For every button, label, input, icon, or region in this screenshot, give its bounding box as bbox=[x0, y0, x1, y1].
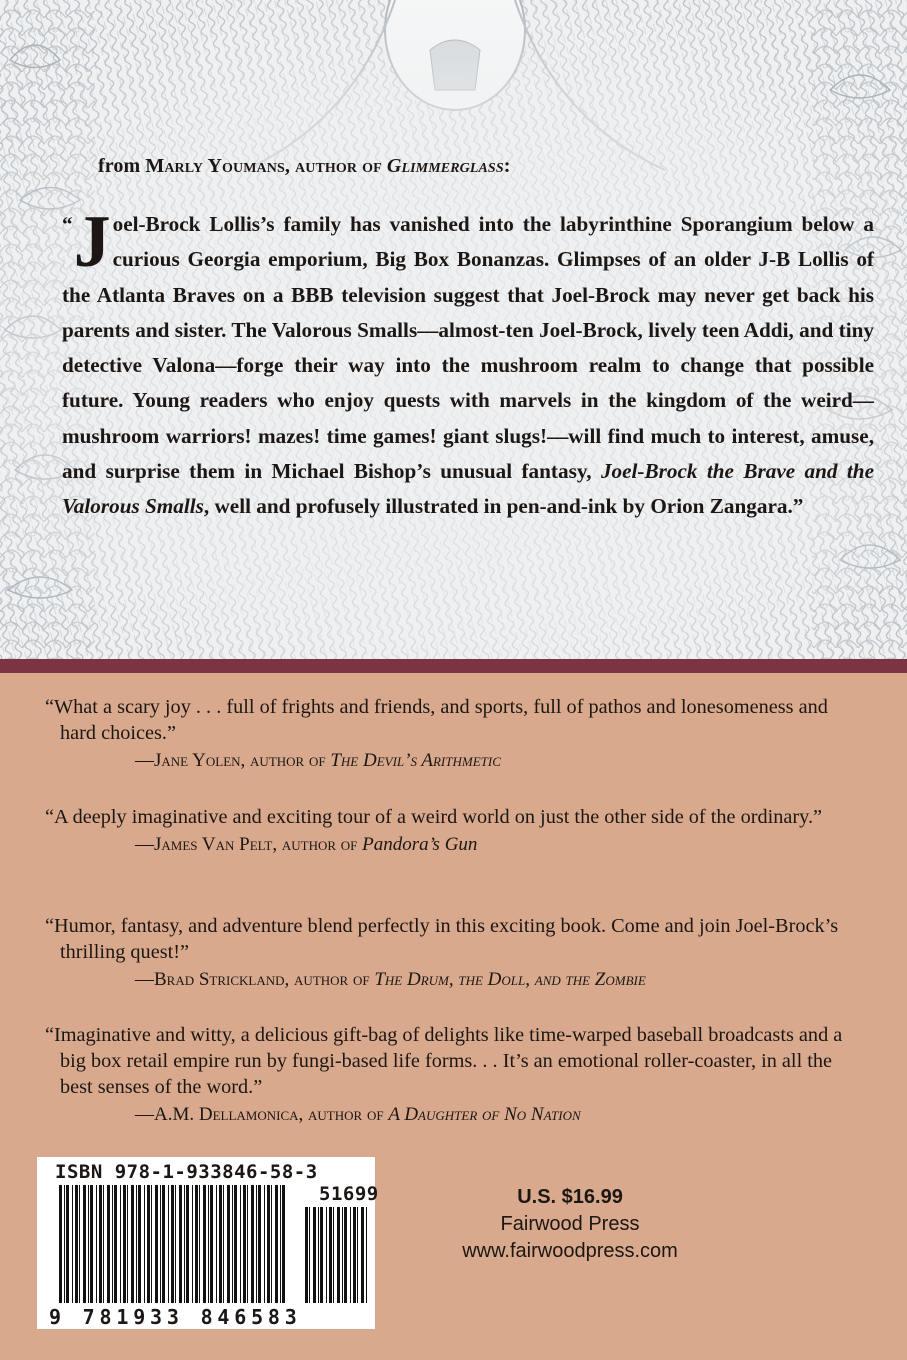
barcode-bar bbox=[66, 1185, 69, 1303]
blurb-text: oel-Brock Lollis’s family has vanished into the labyrinthine Sporangium below a curious Georgia emporium, Big Box Bonanzas. Glimpses of an older J-B Lollis of the Atlanta Braves on a BBB television suggest that Joel-Brock may never get back his parents and sister. The Valorous Smalls—almost-ten Joel-Brock, lively teen Addi, and tiny detective Valona—forge their way into the mushroom realm to change that possible future. Young readers who enjoy quests with marvels in the kingdom of the weird—mushroom warriors! mazes! time games! giant slugs!—will find much to interest, amuse, and surprise them in Michael Bishop’s unusual fantasy, bbox=[62, 212, 874, 484]
barcode-bar bbox=[247, 1185, 248, 1303]
barcode-bar bbox=[219, 1185, 222, 1303]
barcode-bar bbox=[329, 1207, 332, 1303]
barcode-bar bbox=[320, 1207, 323, 1303]
barcode-bar bbox=[227, 1185, 230, 1303]
barcode-bar bbox=[318, 1207, 319, 1303]
barcode-bar bbox=[179, 1185, 182, 1303]
isbn-barcode bbox=[37, 1157, 379, 1329]
barcode-bar bbox=[256, 1185, 257, 1303]
barcode-bar bbox=[127, 1185, 128, 1303]
price: U.S. $16.99 bbox=[517, 1186, 623, 1208]
barcode-bar bbox=[96, 1185, 97, 1303]
barcode-bar bbox=[103, 1185, 104, 1303]
blurb-open-quote: “ bbox=[62, 212, 73, 236]
main-blurb bbox=[62, 201, 874, 525]
quote-work-title: The Devil’s Arithmetic bbox=[330, 750, 501, 771]
from-label: from bbox=[98, 155, 146, 177]
blurb-author-name: Marly Youmans bbox=[145, 155, 285, 177]
barcode-bar bbox=[59, 1185, 62, 1303]
barcode-bar bbox=[203, 1185, 206, 1303]
barcode-bar bbox=[136, 1185, 137, 1303]
publisher-name: Fairwood Press bbox=[500, 1213, 640, 1235]
publisher-website: www.fairwoodpress.com bbox=[462, 1240, 678, 1262]
price-code: 51699 bbox=[319, 1183, 379, 1205]
quote-attribution bbox=[40, 967, 860, 993]
quote-attribution bbox=[40, 832, 860, 858]
barcode-bar bbox=[195, 1185, 198, 1303]
author-of-label: , author of bbox=[298, 1104, 389, 1125]
quote-text: “A deeply imaginative and exciting tour of a weird world on just the other side of the ordinary.” bbox=[45, 806, 823, 828]
barcode-bar bbox=[184, 1185, 185, 1303]
barcode-bar bbox=[151, 1185, 152, 1303]
barcode-bar bbox=[267, 1185, 270, 1303]
barcode-bar bbox=[223, 1185, 224, 1303]
isbn-label: ISBN 978-1-933846-58-3 bbox=[55, 1161, 318, 1183]
blurb-author-book-title: Glimmerglass bbox=[386, 155, 504, 177]
barcode-bar bbox=[333, 1207, 334, 1303]
barcode-bar bbox=[199, 1185, 200, 1303]
barcode-bar bbox=[83, 1185, 86, 1303]
barcode-bar bbox=[309, 1207, 310, 1303]
quote-attribution bbox=[40, 748, 860, 774]
barcode-bar bbox=[271, 1185, 272, 1303]
barcode-bar bbox=[234, 1185, 237, 1303]
illustrated-panel bbox=[0, 0, 907, 662]
barcode-bar bbox=[192, 1185, 193, 1303]
quote-work-title: Pandora’s Gun bbox=[362, 834, 478, 855]
author-of-label: , author of bbox=[240, 750, 331, 771]
barcode-bar bbox=[155, 1185, 158, 1303]
quote-text: “Humor, fantasy, and adventure blend perfectly in this exciting book. Come and join Joel-Brock’s thrilling quest!” bbox=[45, 915, 839, 963]
author-of-label: , author of bbox=[284, 969, 375, 990]
barcode-bar bbox=[232, 1185, 233, 1303]
attribution-dash: — bbox=[135, 969, 154, 990]
barcode-bar bbox=[120, 1185, 121, 1303]
barcode-bar bbox=[361, 1207, 364, 1303]
ean-digits: 9 781933 846583 bbox=[49, 1305, 302, 1329]
barcode-bar bbox=[186, 1185, 189, 1303]
barcode-bar bbox=[162, 1185, 165, 1303]
blurb-text-end: , well and profusely illustrated in pen-and-ink by Orion Zangara.” bbox=[203, 494, 804, 519]
review-quote-2 bbox=[40, 804, 860, 858]
quote-text: “What a scary joy . . . full of frights and friends, and sports, full of pathos and lonesomeness and hard choices.” bbox=[45, 696, 828, 744]
quote-author: A.M. Dellamonica bbox=[154, 1104, 299, 1125]
barcode-bar bbox=[107, 1185, 110, 1303]
barcode-bar bbox=[208, 1185, 209, 1303]
review-quote-3 bbox=[40, 913, 860, 993]
barcode-bar bbox=[366, 1207, 367, 1303]
barcode-bar bbox=[99, 1185, 102, 1303]
barcode-bar bbox=[353, 1207, 356, 1303]
barcode-bar bbox=[138, 1185, 141, 1303]
barcode-bar bbox=[79, 1185, 80, 1303]
quote-work-title: The Drum, the Doll, and the Zombie bbox=[374, 969, 646, 990]
barcode-bar bbox=[168, 1185, 169, 1303]
barcode-bar bbox=[112, 1185, 113, 1303]
quote-author: Brad Strickland bbox=[154, 969, 285, 990]
divider-band bbox=[0, 659, 907, 673]
barcode-bar bbox=[123, 1185, 126, 1303]
barcode-bar bbox=[350, 1207, 351, 1303]
quote-attribution bbox=[40, 1102, 860, 1128]
barcode-bar bbox=[305, 1207, 308, 1303]
barcode-bar bbox=[264, 1185, 265, 1303]
barcode-bar bbox=[326, 1207, 327, 1303]
quote-author: James Van Pelt bbox=[154, 834, 273, 855]
barcode-bar bbox=[342, 1207, 343, 1303]
barcode-bar bbox=[357, 1207, 358, 1303]
barcode-bar bbox=[251, 1185, 254, 1303]
barcode-bar bbox=[282, 1185, 285, 1303]
barcode-bar bbox=[147, 1185, 150, 1303]
author-of-label: , author of bbox=[284, 155, 387, 177]
blurb-book-title: Joel-Brock the Brave and the Valorous Smalls bbox=[62, 459, 874, 519]
author-of-label: , author of bbox=[272, 834, 363, 855]
blurb-attribution-heading bbox=[98, 155, 878, 178]
barcode-bar bbox=[114, 1185, 117, 1303]
barcode-bar bbox=[88, 1185, 89, 1303]
publisher-block bbox=[420, 1184, 720, 1265]
review-quote-4 bbox=[40, 1022, 860, 1128]
quote-text: “Imaginative and witty, a delicious gift-bag of delights like time-warped baseball broadcasts and a big box retail empire run by fungi-based life forms. . . It’s an emotional roller-coaster, in all the best senses of the word.” bbox=[45, 1024, 843, 1098]
barcode-bar bbox=[160, 1185, 161, 1303]
barcode-bar bbox=[344, 1207, 347, 1303]
barcode-bar bbox=[280, 1185, 281, 1303]
barcode-bar bbox=[64, 1185, 65, 1303]
barcode-bar bbox=[131, 1185, 134, 1303]
barcode-bar bbox=[275, 1185, 278, 1303]
attribution-dash: — bbox=[135, 1104, 154, 1125]
barcode-bar bbox=[240, 1185, 241, 1303]
barcode-bar bbox=[216, 1185, 217, 1303]
attribution-dash: — bbox=[135, 750, 154, 771]
barcode-bar bbox=[75, 1185, 78, 1303]
barcode-bar bbox=[313, 1207, 316, 1303]
barcode-bar bbox=[90, 1185, 93, 1303]
review-quote-1 bbox=[40, 694, 860, 774]
attribution-dash: — bbox=[135, 834, 154, 855]
drop-cap: J bbox=[73, 201, 111, 283]
barcode-bar bbox=[258, 1185, 261, 1303]
barcode-bar bbox=[337, 1207, 340, 1303]
barcode-bar bbox=[144, 1185, 145, 1303]
barcode-bar bbox=[72, 1185, 73, 1303]
barcode-bar bbox=[243, 1185, 246, 1303]
barcode-bar bbox=[175, 1185, 176, 1303]
barcode-bar bbox=[171, 1185, 174, 1303]
quote-author: Jane Yolen bbox=[154, 750, 241, 771]
heading-colon: : bbox=[503, 155, 511, 177]
quote-work-title: A Daughter of No Nation bbox=[388, 1104, 581, 1125]
barcode-bar bbox=[210, 1185, 213, 1303]
